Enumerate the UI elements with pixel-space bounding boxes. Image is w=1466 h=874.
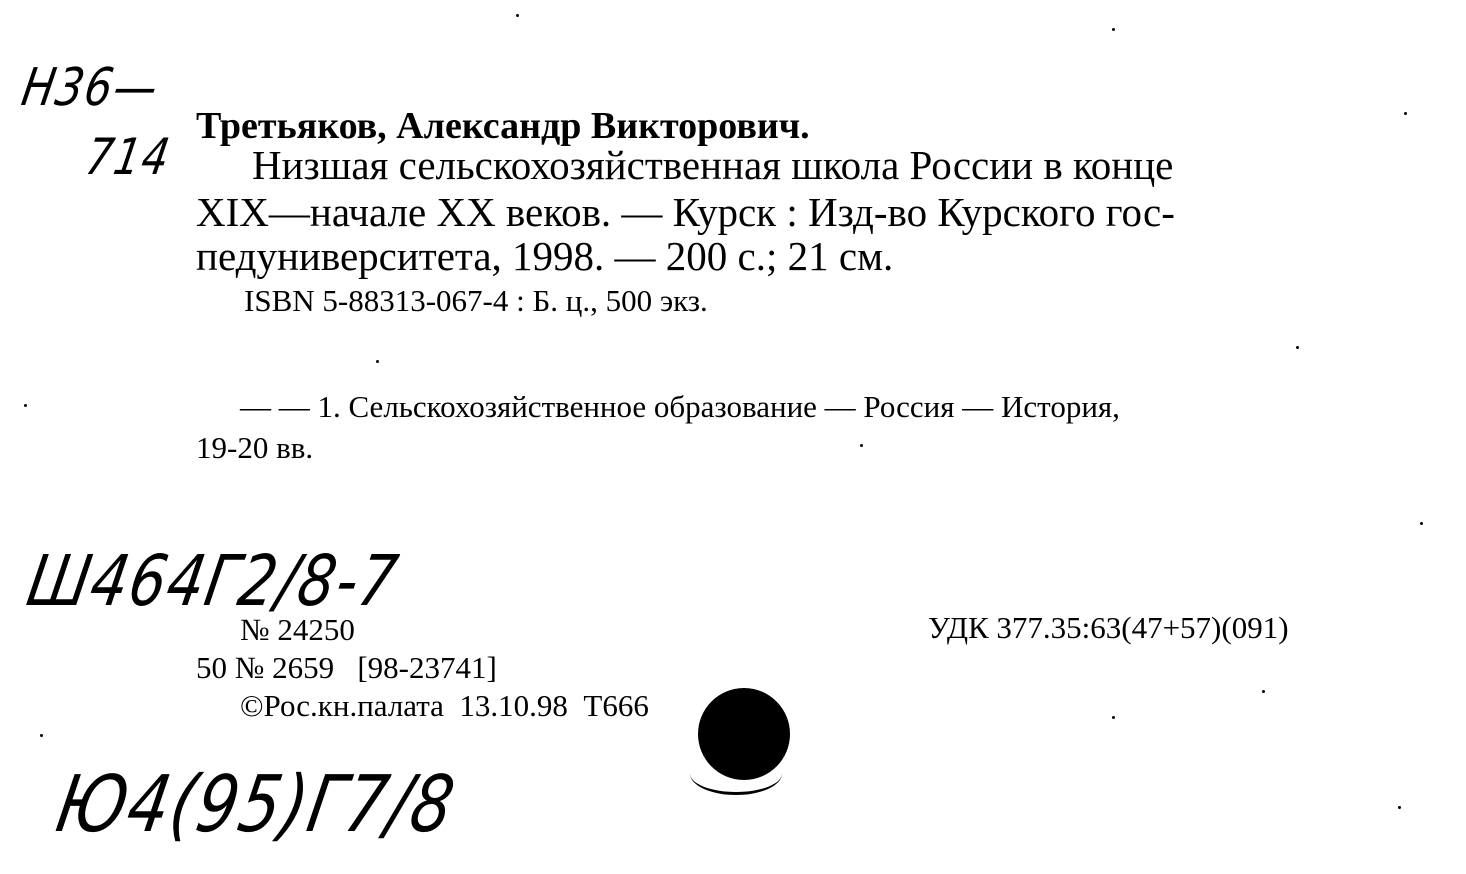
scan-speck [1404, 112, 1407, 115]
scan-speck [40, 734, 43, 737]
title-line-2: XIX—начале XX веков. — Курск : Изд-во Курского гос- [196, 189, 1175, 235]
number-line-2: 50 № 2659 [98-23741] [196, 650, 497, 685]
udk-line: УДК 377.35:63(47+57)(091) [928, 610, 1289, 645]
subject-line-2: 19-20 вв. [196, 430, 314, 465]
scan-speck [1262, 690, 1265, 693]
title-line-3: педуниверситета, 1998. — 200 с.; 21 см. [196, 233, 894, 279]
scan-speck [516, 14, 519, 17]
handwritten-code-bottom: Ю4(95)Г7/8 [50, 760, 463, 850]
scan-speck [1296, 346, 1299, 349]
scan-speck [1398, 806, 1401, 809]
punch-hole [698, 688, 790, 780]
author-heading: Третьяков, Александр Викторович. [196, 105, 810, 147]
scan-speck [1112, 716, 1115, 719]
subject-line-1: — — 1. Сельскохозяйственное образование — Россия — История, [240, 389, 1120, 424]
scan-speck [860, 444, 863, 447]
copyright-line: ©Рос.кн.палата 13.10.98 Т666 [240, 688, 649, 723]
scan-speck [376, 360, 379, 363]
isbn-line: ISBN 5-88313-067-4 : Б. ц., 500 экз. [244, 283, 708, 318]
title-line-1: Низшая сельскохозяйственная школа России в конце [252, 142, 1174, 188]
handwritten-code-top: Н36— [17, 58, 164, 118]
scan-speck [24, 404, 27, 407]
handwritten-shelf-mark: Ш464Г2/8-7 [21, 540, 405, 622]
number-line: № 24250 [240, 612, 355, 647]
handwritten-code-top-2: 714 [81, 128, 176, 186]
scan-speck [1112, 28, 1115, 31]
scan-speck [1420, 522, 1423, 525]
